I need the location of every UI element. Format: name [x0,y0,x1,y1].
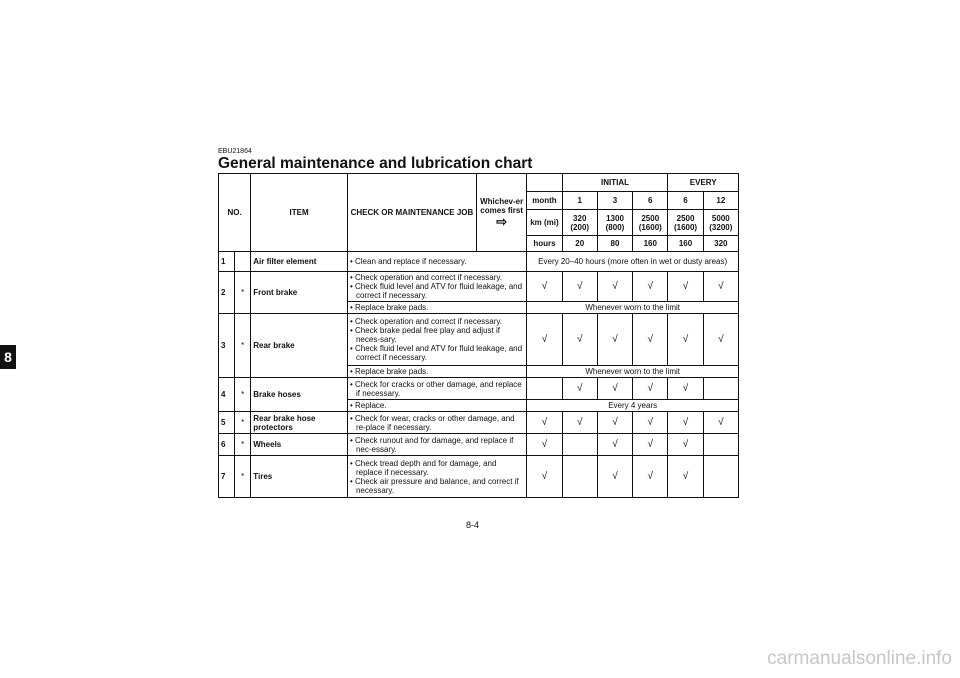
check-mark: √ [668,272,703,302]
check-mark: √ [527,456,562,498]
km-value: 2500 (1600) [668,210,703,236]
month-value: 6 [633,192,668,210]
row-item: Tires [251,456,348,498]
row-no: 4 [219,378,235,412]
row-interval: Every 20–40 hours (more often in wet or dusty areas) [527,252,739,272]
month-value: 1 [562,192,597,210]
row-star: * [235,412,251,434]
row-job: • Clean and replace if necessary. [347,252,526,272]
km-value: 2500 (1600) [633,210,668,236]
row-item: Wheels [251,434,348,456]
check-mark: √ [668,378,703,400]
check-mark: √ [633,412,668,434]
header-item: ITEM [251,174,348,252]
km-value: 1300 (800) [597,210,632,236]
row-job: • Check operation and correct if necessary. • Check brake pedal free play and adjust if neces-sary. • Check fluid level and ATV for fluid leakage, and correct if necessary. [347,314,526,366]
row-job: • Check tread depth and for damage, and replace if necessary. • Check air pressure and balance, and correct if necessary. [347,456,526,498]
row-item: Air filter element [251,252,348,272]
km-value: 320 (200) [562,210,597,236]
month-value: 12 [703,192,738,210]
maintenance-chart [218,173,739,498]
table-row [219,434,739,456]
header-job: CHECK OR MAINTENANCE JOB [347,174,476,252]
check-mark: √ [633,272,668,302]
row-no: 3 [219,314,235,378]
empty-cell [703,378,738,400]
row-item: Front brake [251,272,348,314]
header-initial: INITIAL [562,174,668,192]
table-row [219,252,739,272]
check-mark: √ [562,314,597,366]
arrow-right-icon: ⇨ [496,214,508,229]
row-job: • Check operation and correct if necessary. • Check fluid level and ATV for fluid leakage, and correct if necessary. [347,272,526,302]
header-every: EVERY [668,174,739,192]
check-mark: √ [633,456,668,498]
check-mark: √ [633,378,668,400]
check-mark: √ [527,272,562,302]
row-interval: Whenever worn to the limit [527,366,739,378]
doc-code: EBU21864 [218,148,252,155]
row-interval: Every 4 years [527,400,739,412]
check-mark: √ [527,434,562,456]
check-mark: √ [562,272,597,302]
hours-value: 320 [703,236,738,252]
row-job: • Replace. [347,400,526,412]
check-mark: √ [668,434,703,456]
check-mark: √ [597,456,632,498]
row-star: * [235,272,251,314]
hours-value: 80 [597,236,632,252]
whichever-label: Whichev-er comes first [480,197,524,215]
watermark: carmanualsonline.info [767,648,952,669]
check-mark: √ [597,378,632,400]
empty-cell [562,456,597,498]
check-mark: √ [527,412,562,434]
month-value: 3 [597,192,632,210]
month-label: month [527,192,562,210]
page-number: 8-4 [466,520,480,530]
table-row [219,314,739,366]
table-row [219,272,739,302]
km-value: 5000 (3200) [703,210,738,236]
check-mark: √ [668,456,703,498]
table-row [219,456,739,498]
table-row [219,412,739,434]
header-no: NO. [219,174,251,252]
check-mark: √ [703,314,738,366]
row-item: Rear brake hose protectors [251,412,348,434]
row-item: Brake hoses [251,378,348,412]
check-mark: √ [597,434,632,456]
row-star: * [235,314,251,378]
month-value: 6 [668,192,703,210]
hours-value: 160 [633,236,668,252]
row-no: 2 [219,272,235,314]
section-tab: 8 [0,345,16,369]
check-mark: √ [597,314,632,366]
empty-cell [527,378,562,400]
table-row [219,378,739,400]
check-mark: √ [527,314,562,366]
row-star [235,252,251,272]
check-mark: √ [668,314,703,366]
row-star: * [235,378,251,412]
row-job: • Replace brake pads. [347,302,526,314]
row-interval: Whenever worn to the limit [527,302,739,314]
row-job: • Check runout and for damage, and replace if nec-essary. [347,434,526,456]
empty-cell [703,434,738,456]
row-no: 1 [219,252,235,272]
row-star: * [235,434,251,456]
check-mark: √ [562,412,597,434]
row-job: • Check for cracks or other damage, and replace if necessary. [347,378,526,400]
row-item: Rear brake [251,314,348,378]
header-row [219,174,739,192]
check-mark: √ [668,412,703,434]
row-no: 6 [219,434,235,456]
row-no: 7 [219,456,235,498]
check-mark: √ [597,272,632,302]
check-mark: √ [703,412,738,434]
page-title: General maintenance and lubrication chart [218,155,533,172]
row-no: 5 [219,412,235,434]
empty-cell [703,456,738,498]
row-job: • Check for wear, cracks or other damage, and re-place if necessary. [347,412,526,434]
hours-value: 160 [668,236,703,252]
check-mark: √ [597,412,632,434]
row-job: • Replace brake pads. [347,366,526,378]
km-label: km (mi) [527,210,562,236]
empty-cell [562,434,597,456]
hours-value: 20 [562,236,597,252]
check-mark: √ [562,378,597,400]
check-mark: √ [633,314,668,366]
hours-label: hours [527,236,562,252]
header-whichever [476,174,526,252]
check-mark: √ [633,434,668,456]
row-star: * [235,456,251,498]
check-mark: √ [703,272,738,302]
